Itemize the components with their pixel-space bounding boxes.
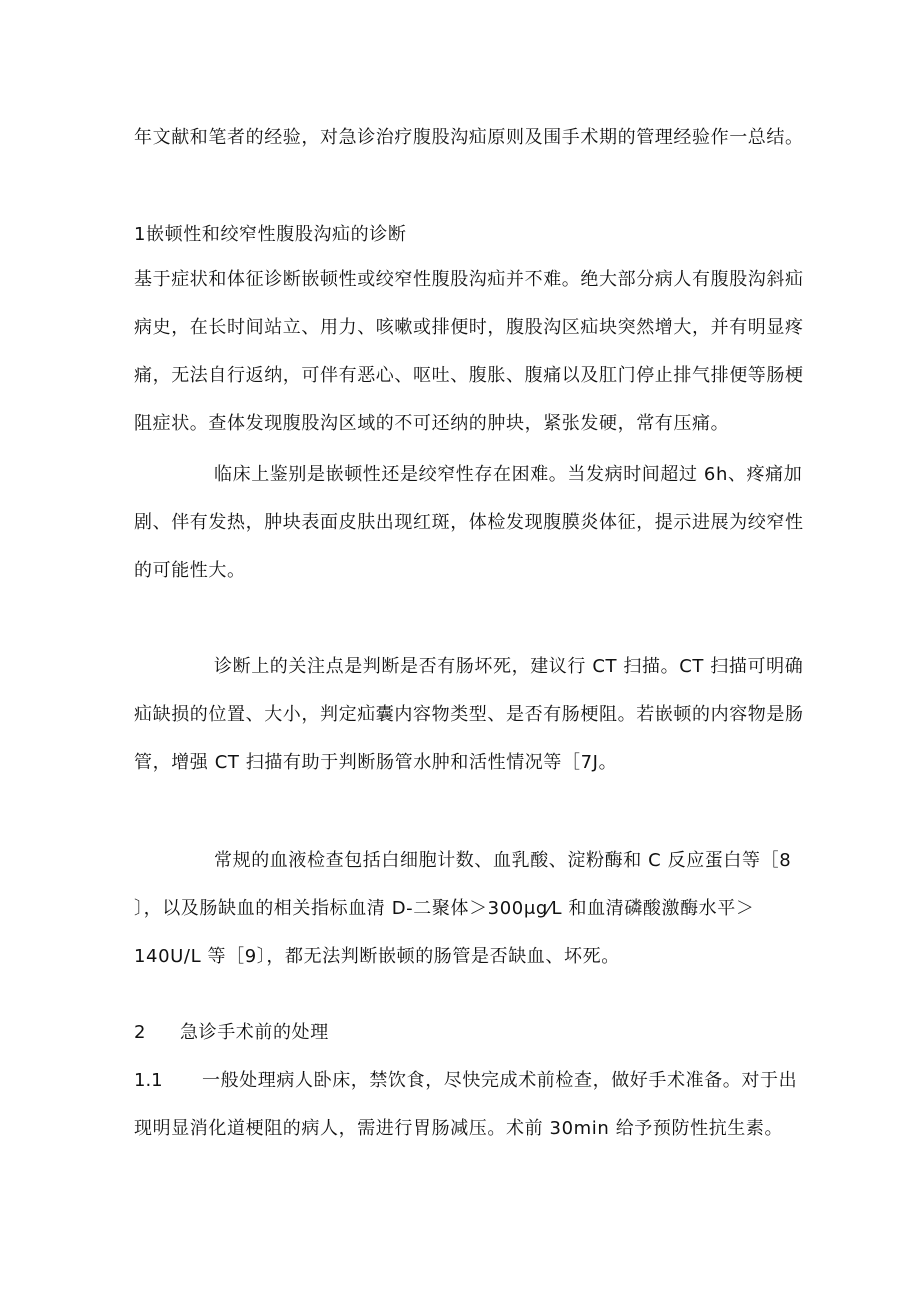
paragraph-line: 临床上鉴别是嵌顿性还是绞窄性存在困难。当发病时间超过 6h、疼痛加 bbox=[214, 464, 803, 485]
section-1-heading: 1嵌顿性和绞窄性腹股沟疝的诊断 bbox=[134, 224, 407, 245]
paragraph-line: 痛，无法自行返纳，可伴有恶心、呕吐、腹胀、腹痛以及肛门停止排气排便等肠梗 bbox=[134, 365, 804, 386]
intro-line: 年文献和笔者的经验，对急诊治疗腹股沟疝原则及围手术期的管理经验作一总结。 bbox=[134, 127, 804, 148]
section-2-title: 急诊手术前的处理 bbox=[180, 1022, 329, 1043]
paragraph-line: 现明显消化道梗阻的病人，需进行胃肠减压。术前 30min 给予预防性抗生素。 bbox=[134, 1118, 784, 1139]
paragraph-line: 的可能性大。 bbox=[134, 560, 246, 581]
paragraph-line: 140U/L 等［9〕，都无法判断嵌顿的肠管是否缺血、坏死。 bbox=[134, 946, 620, 967]
paragraph-line: 疝缺损的位置、大小，判定疝囊内容物类型、是否有肠梗阻。若嵌顿的内容物是肠 bbox=[134, 704, 804, 725]
paragraph-line: 剧、伴有发热，肿块表面皮肤出现红斑，体检发现腹膜炎体征，提示进展为绞窄性 bbox=[134, 512, 804, 533]
paragraph-line: 一般处理病人卧床，禁饮食，尽快完成术前检查，做好手术准备。对于出 bbox=[202, 1070, 798, 1091]
paragraph-line: 病史，在长时间站立、用力、咳嗽或排便时，腹股沟区疝块突然增大，并有明显疼 bbox=[134, 317, 804, 338]
paragraph-line: 常规的血液检查包括白细胞计数、血乳酸、淀粉酶和 C 反应蛋白等［8 bbox=[214, 850, 792, 871]
paragraph-line: 管，增强 CT 扫描有助于判断肠管水肿和活性情况等［7J。 bbox=[134, 752, 618, 773]
paragraph-line: 基于症状和体征诊断嵌顿性或绞窄性腹股沟疝并不难。绝大部分病人有腹股沟斜疝 bbox=[134, 269, 804, 290]
paragraph-line: 阻症状。查体发现腹股沟区域的不可还纳的肿块，紧张发硬，常有压痛。 bbox=[134, 413, 730, 434]
paragraph-line: 诊断上的关注点是判断是否有肠坏死，建议行 CT 扫描。CT 扫描可明确 bbox=[214, 656, 804, 677]
paragraph-line: 〕，以及肠缺血的相关指标血清 D-二聚体＞300μg⁄L 和血清磷酸激酶水平＞ bbox=[134, 898, 755, 919]
section-2-number: 2 bbox=[134, 1022, 146, 1043]
subsection-1-1-number: 1.1 bbox=[134, 1070, 163, 1091]
